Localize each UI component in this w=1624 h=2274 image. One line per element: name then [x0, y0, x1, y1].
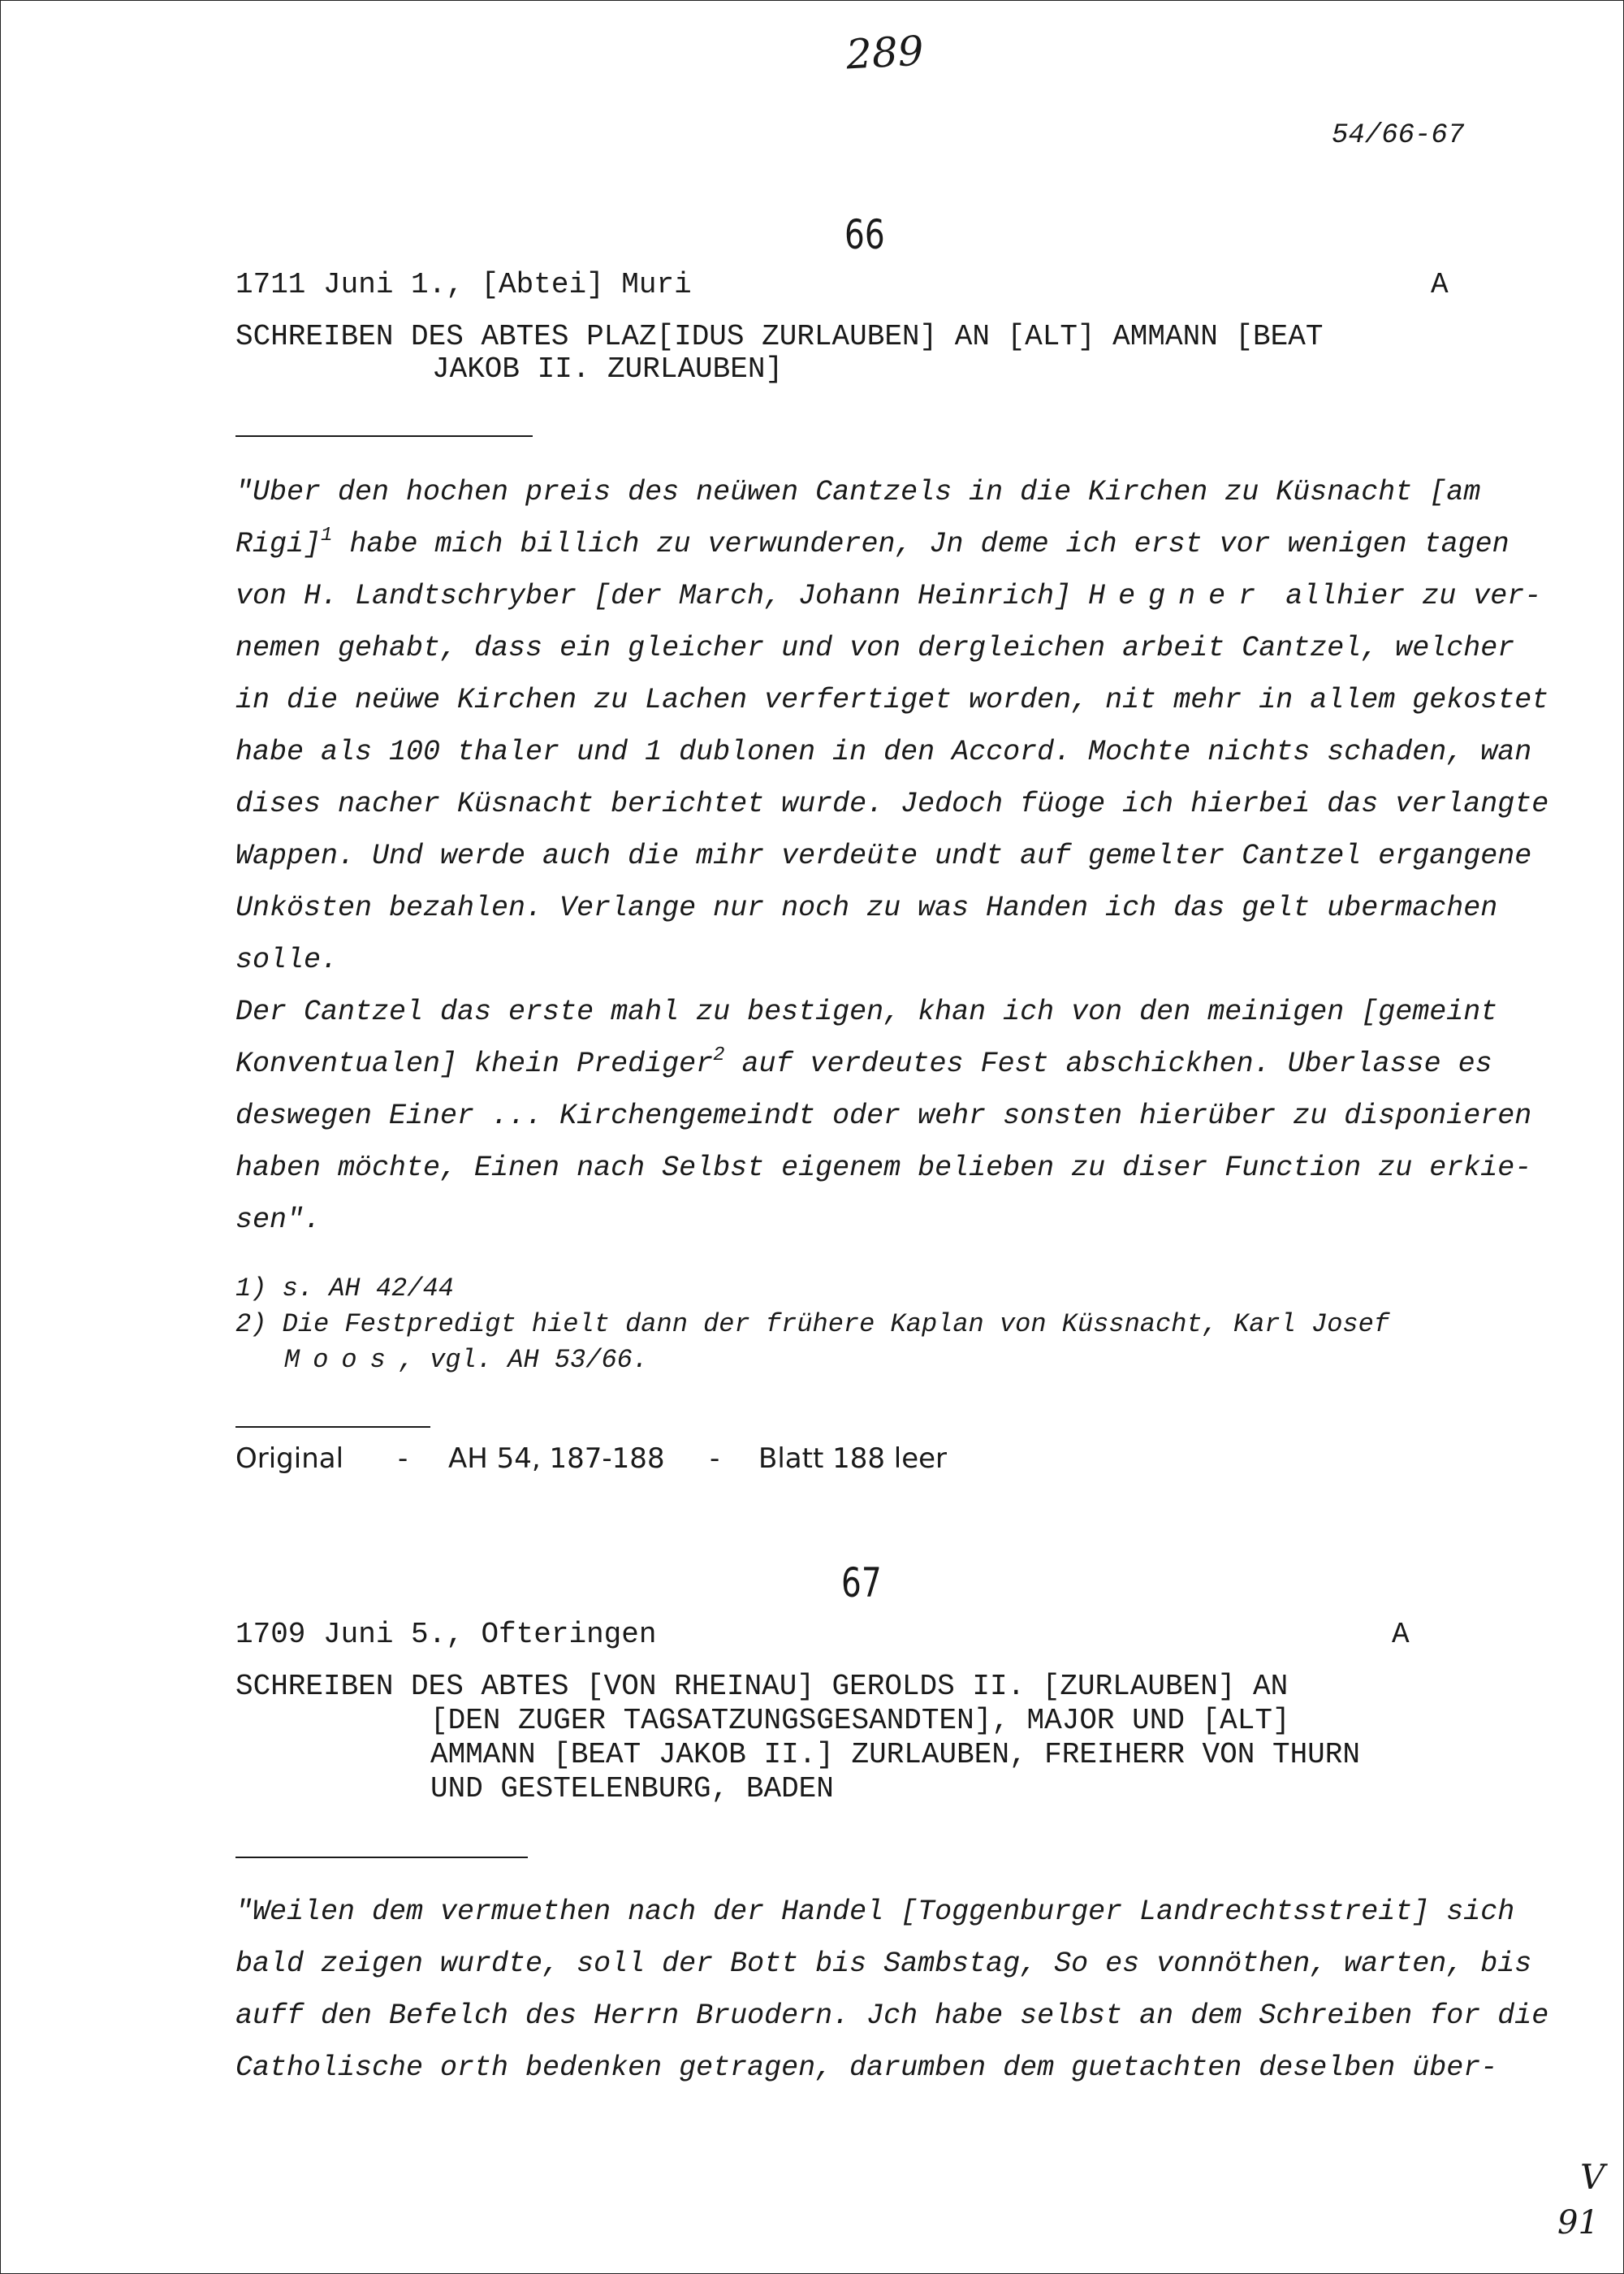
doc66-number: 66	[844, 211, 885, 258]
handwritten-page-number: 289	[844, 27, 925, 79]
doc67-body-line: "Weilen dem vermuethen nach der Handel [Toggenburger Landrechtsstreit] sich	[235, 1896, 1515, 1928]
doc66-body-line	[235, 525, 1510, 560]
footnote-ref-2: 2	[713, 1044, 725, 1066]
doc66-title-line1: SCHREIBEN DES ABTES PLAZ[IDUS ZURLAUBEN] AN [ALT] AMMANN [BEAT	[235, 320, 1324, 353]
doc67-body-line: Catholische orth bedenken getragen, darumben dem guetachten deselben über-	[235, 2051, 1498, 2084]
doc66-title-rule	[235, 435, 533, 437]
doc66-body-text: Konventualen] khein Prediger	[235, 1048, 714, 1080]
footnote-1: 1) s. AH 42/44	[235, 1273, 454, 1303]
doc66-body-line: habe als 100 thaler und 1 dublonen in den Accord. Mochte nichts schaden, wan	[235, 736, 1532, 768]
corner-check-mark: V	[1580, 2157, 1605, 2197]
doc67-number: 67	[841, 1559, 882, 1606]
doc67-title-line4: UND GESTELENBURG, BADEN	[430, 1772, 834, 1805]
doc66-body-line: Der Cantzel das erste mahl zu bestigen, khan ich von den meinigen [gemeint	[235, 996, 1498, 1028]
doc66-body-text: Rigi]	[235, 528, 322, 560]
footnote-2-text: , vgl. AH 53/66.	[398, 1345, 649, 1375]
document-reference: 54/66-67	[1332, 120, 1465, 151]
doc67-title-line1: SCHREIBEN DES ABTES [VON RHEINAU] GEROLDS II. [ZURLAUBEN] AN	[235, 1670, 1289, 1703]
doc66-source-dash: -	[398, 1442, 408, 1475]
doc66-body-line: nemen gehabt, dass ein gleicher und von dergleichen arbeit Cantzel, welcher	[235, 632, 1515, 664]
doc66-source-dash: -	[710, 1442, 720, 1475]
doc66-body-line: dises nacher Küsnacht berichtet wurde. Jedoch füoge ich hierbei das verlangte	[235, 788, 1549, 820]
doc66-date-place: 1711 Juni 1., [Abtei] Muri	[235, 268, 692, 301]
doc66-body-line	[235, 1044, 1492, 1080]
doc66-body-line: haben möchte, Einen nach Selbst eigenem belieben zu diser Function zu erkie-	[235, 1152, 1532, 1184]
doc66-body-line: in die neüwe Kirchen zu Lachen verfertiget worden, nit mehr in allem gekostet	[235, 684, 1549, 716]
doc66-body-line: deswegen Einer ... Kirchengemeindt oder wehr sonsten hierüber zu disponieren	[235, 1100, 1532, 1132]
doc67-title-rule	[235, 1857, 528, 1858]
doc66-body-text: auf verdeutes Fest abschickhen. Uberlasse es	[724, 1048, 1492, 1080]
doc66-body-line: Wappen. Und werde auch die mihr verdeüte undt auf gemelter Cantzel ergangene	[235, 840, 1532, 872]
doc66-source-note: Blatt 188 leer	[758, 1442, 948, 1475]
doc67-title-line3: AMMANN [BEAT JAKOB II.] ZURLAUBEN, FREIHERR VON THURN	[430, 1738, 1360, 1771]
doc67-title-line2: [DEN ZUGER TAGSATZUNGSGESANDTEN], MAJOR UND [ALT]	[430, 1704, 1290, 1737]
doc66-body-text: habe mich billich zu verwunderen, Jn deme ich erst vor wenigen tagen	[332, 528, 1510, 560]
doc66-body-line: "Uber den hochen preis des neüwen Cantzels in die Kirchen zu Küsnacht [am	[235, 476, 1481, 508]
doc66-body-text: von H. Landtschryber [der March, Johann Heinrich]	[235, 580, 1089, 612]
spaced-name-hegner: Hegner	[1088, 580, 1269, 612]
corner-page-number: 91	[1557, 2204, 1599, 2242]
doc66-body-line: Unkösten bezahlen. Verlange nur noch zu was Handen ich das gelt ubermachen	[235, 892, 1498, 924]
source-rule	[235, 1426, 430, 1428]
doc66-body-line	[235, 580, 1541, 612]
doc66-source-original: Original	[235, 1442, 344, 1475]
doc66-body-text: allhier zu ver-	[1268, 580, 1542, 612]
spaced-name-moos: Moos	[284, 1345, 399, 1375]
doc67-body-line: auff den Befelch des Herrn Bruodern. Jch habe selbst an dem Schreiben for die	[235, 1999, 1549, 2032]
footnote-2: 2) Die Festpredigt hielt dann der frühere Kaplan von Küssnacht, Karl Josef	[235, 1309, 1390, 1339]
doc66-body-line: sen".	[235, 1204, 322, 1236]
doc67-letter: A	[1392, 1618, 1410, 1651]
footnote-2-continued	[284, 1345, 648, 1375]
doc66-title-line2: JAKOB II. ZURLAUBEN]	[432, 352, 784, 386]
doc66-body-line: solle.	[235, 944, 339, 976]
doc67-body-line: bald zeigen wurdte, soll der Bott bis Sambstag, So es vonnöthen, warten, bis	[235, 1948, 1532, 1980]
doc67-date-place: 1709 Juni 5., Ofteringen	[235, 1618, 657, 1651]
doc66-letter: A	[1431, 268, 1449, 301]
footnote-ref-1: 1	[321, 525, 333, 547]
doc66-source-reference: AH 54, 187-188	[448, 1442, 665, 1475]
